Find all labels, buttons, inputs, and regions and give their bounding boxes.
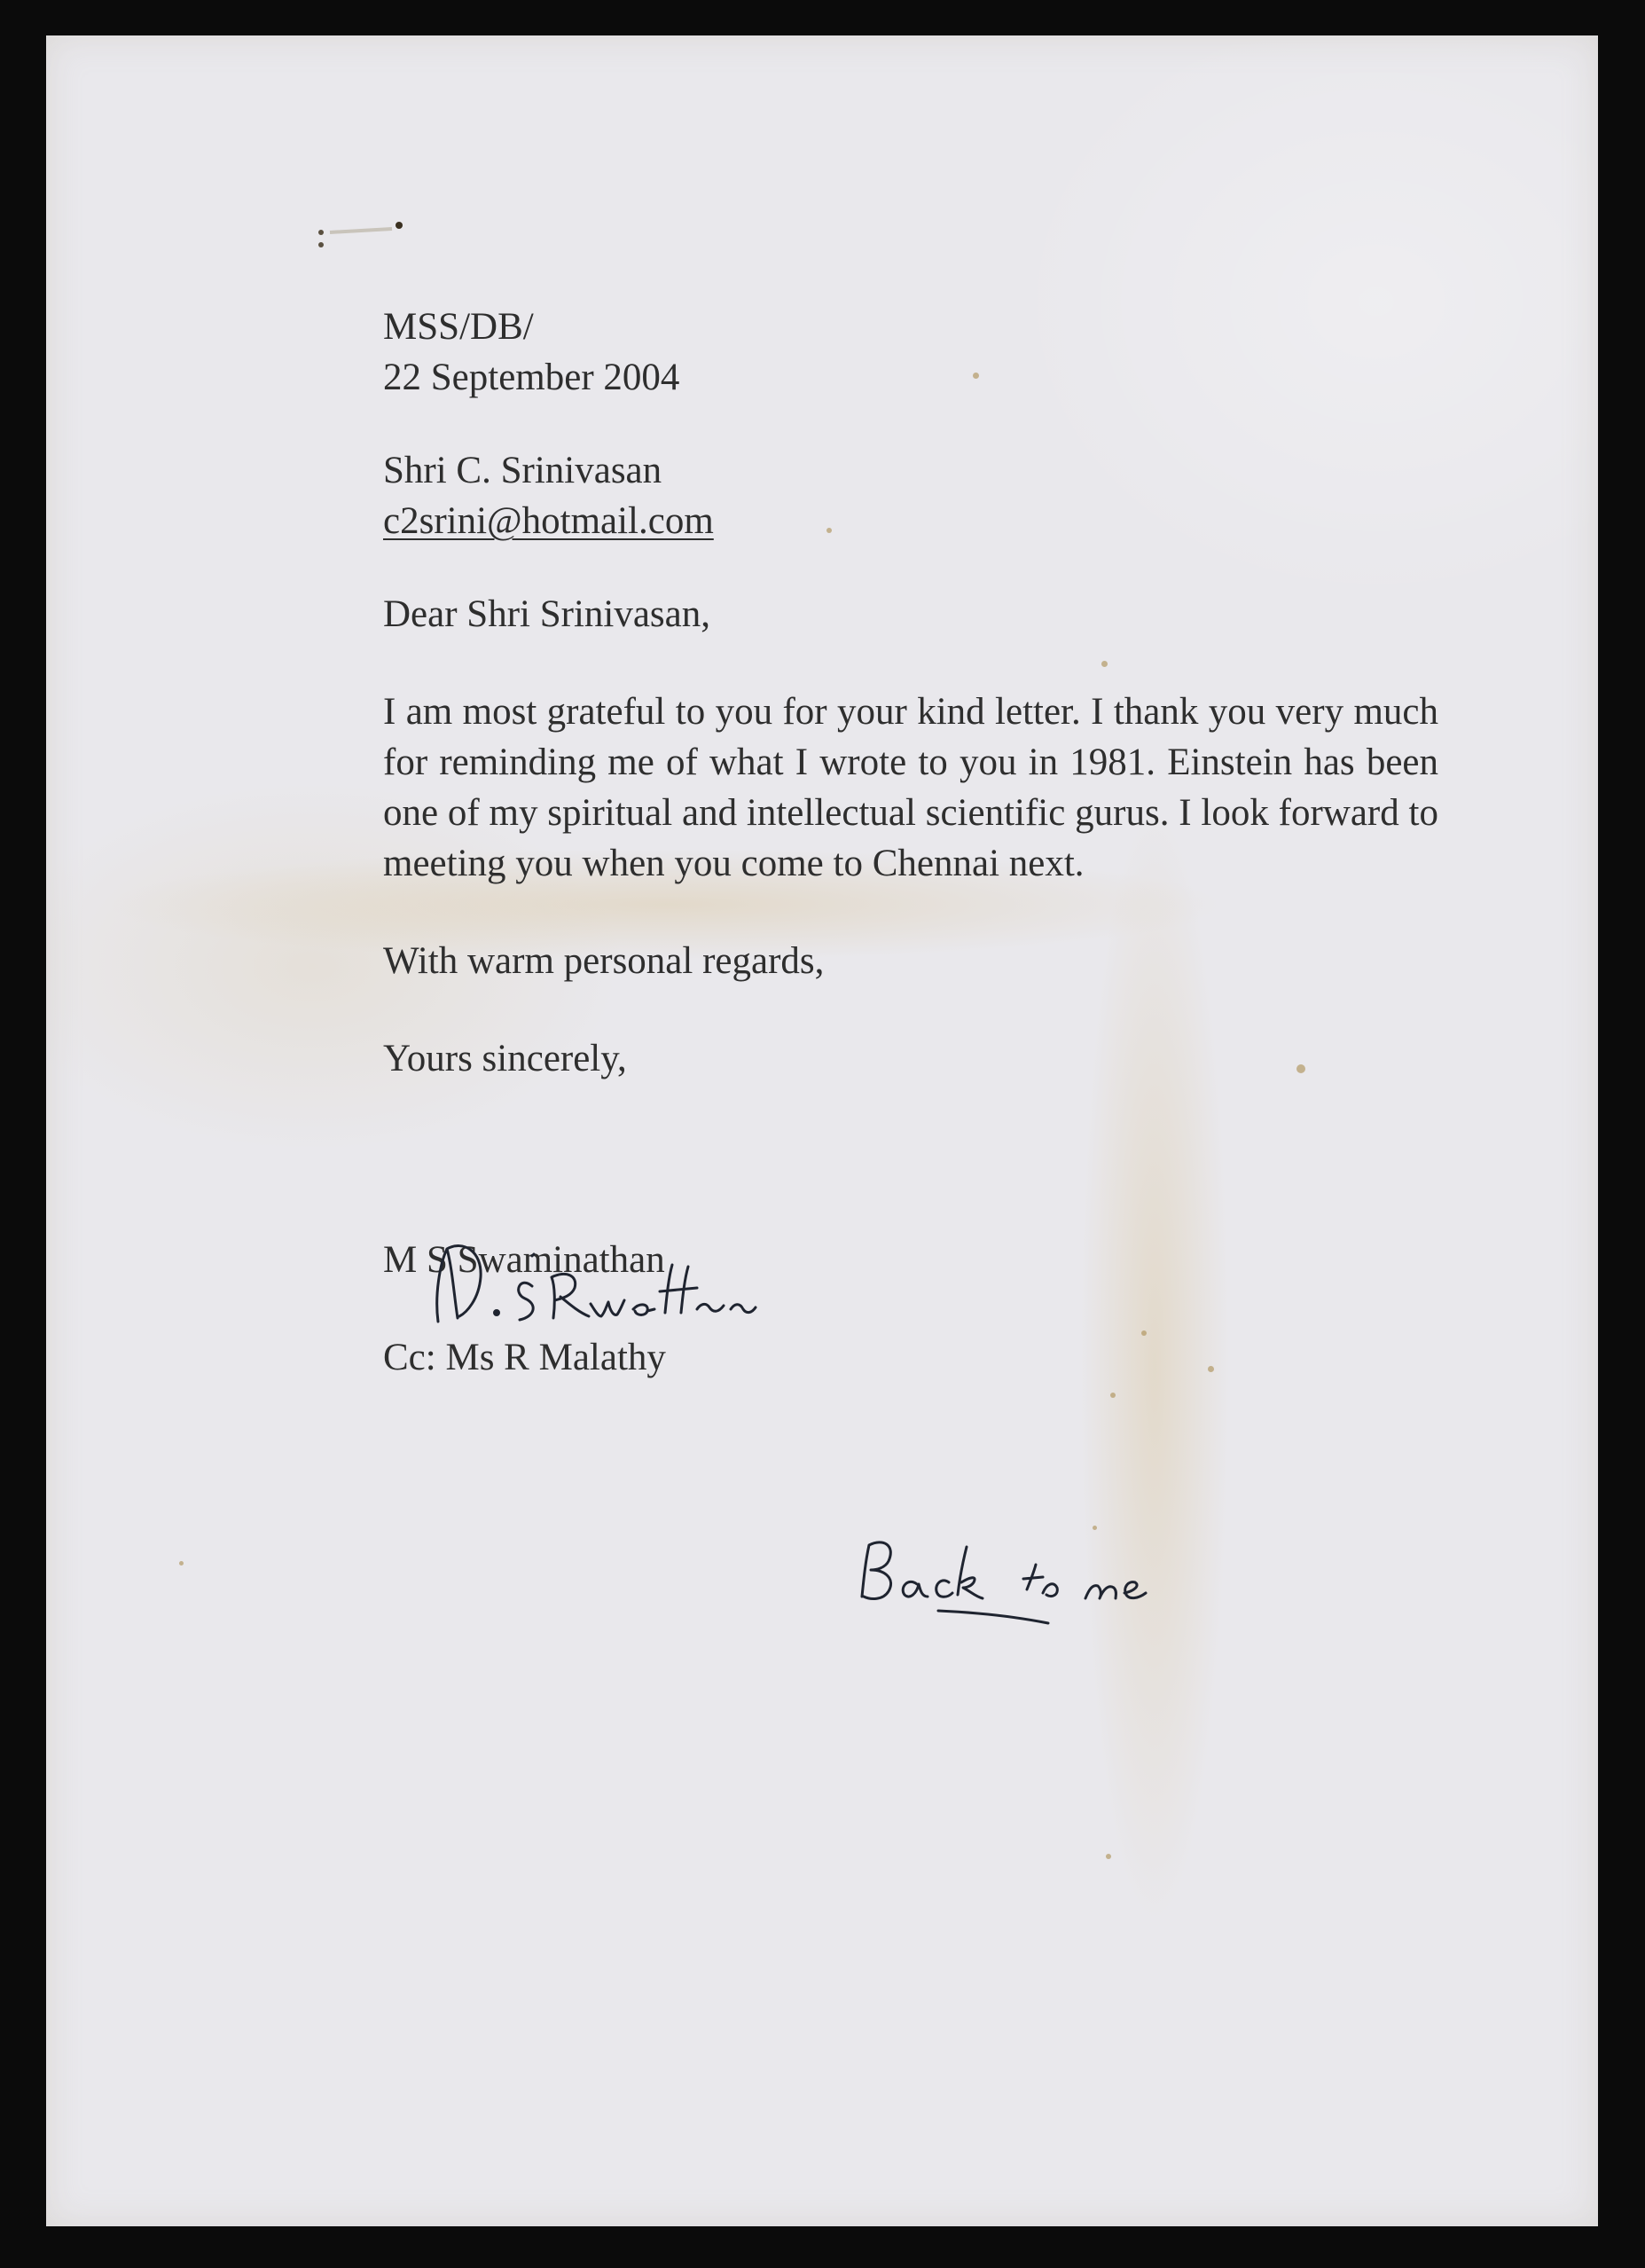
letter-body: I am most grateful to you for your kind letter. I thank you very much for reminding me of what I wrote to you in 1981. Einstein has been one of my spiritual and intellectual scientific gurus. I look forward to meeting you when you come to Chennai next. — [383, 691, 1438, 884]
staple-holes-icon — [303, 169, 463, 257]
letter-content — [383, 302, 1447, 1383]
reference-number: MSS/DB/ — [383, 306, 534, 348]
signatory-name: M S Swaminathan — [383, 1239, 665, 1281]
stain-speck — [1110, 1393, 1116, 1398]
letter-sheet — [46, 35, 1598, 2226]
stain-speck — [1106, 1854, 1111, 1859]
letter-date: 22 September 2004 — [383, 357, 680, 398]
recipient-email: c2srini@hotmail.com — [383, 500, 714, 542]
recipient-name: Shri C. Srinivasan — [383, 450, 662, 491]
salutation: Dear Shri Srinivasan, — [383, 593, 711, 635]
handwritten-signature — [427, 1224, 889, 1339]
closing-regards: With warm personal regards, — [383, 940, 825, 982]
handwritten-annotation — [853, 1526, 1190, 1632]
closing: Yours sincerely, — [383, 1038, 627, 1079]
stain-speck — [179, 1561, 184, 1566]
cc-line: Cc: Ms R Malathy — [383, 1337, 666, 1378]
